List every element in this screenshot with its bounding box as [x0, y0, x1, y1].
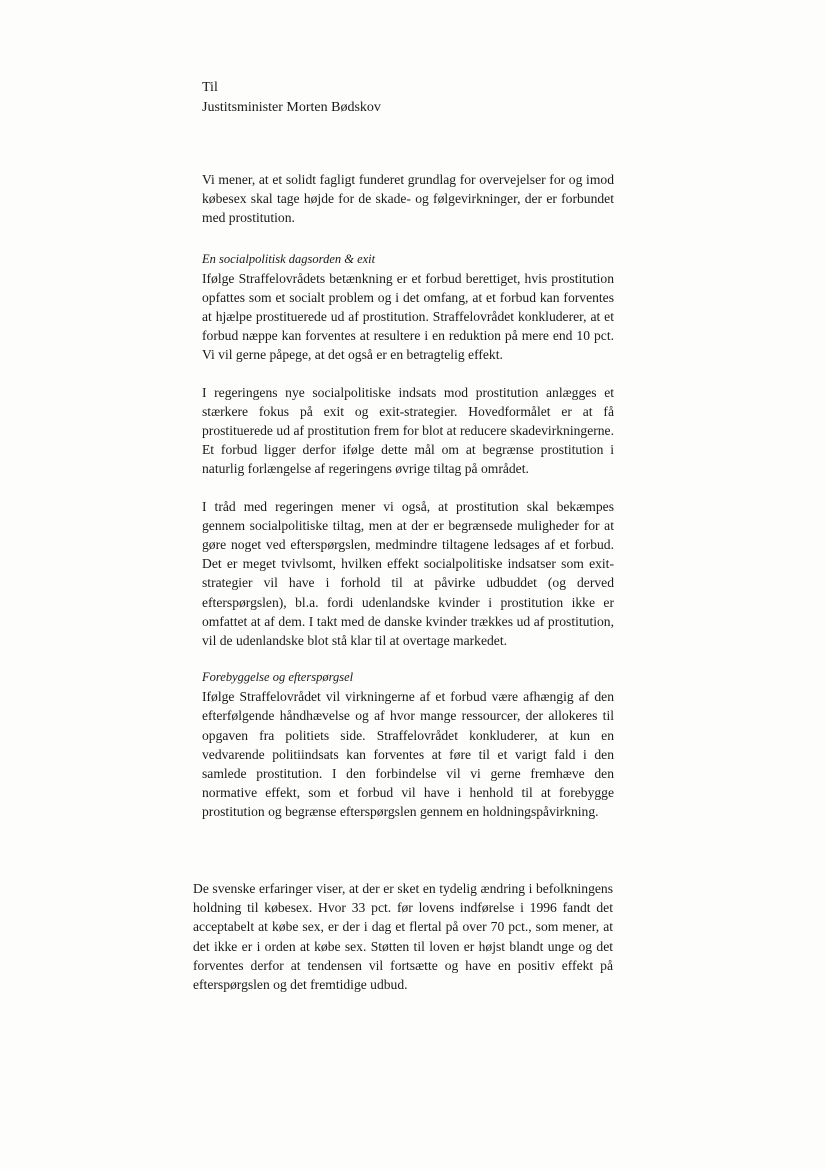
paragraph: I tråd med regeringen mener vi også, at prostitution skal bekæmpes gennem socialpolitiske tiltag, men at der er begrænsede muligheder for at gøre noget ved efterspørgslen, medmindre tiltagene ledsages af et forbud. Det er meget tvivlsomt, hvilken effekt socialpolitiske indsatser som exit-strategier vil have i forhold til at påvirke udbuddet (og derved efterspørgslen), bl.a. fordi udenlandske kvinder i prostitution ikke er omfattet at af dem. I takt med de danske kvinder trækkes ud af prostitution, vil de udenlandske blot stå klar til at overtage markedet.	[202, 498, 614, 649]
paragraph: Ifølge Straffelovrådet vil virkningerne af et forbud være afhængig af den efterfølgende håndhævelse og af hvor mange ressourcer, der allokeres til opgaven fra politiets side. Straffelovrådet konkluderer, at kun en vedvarende politiindsats kan forventes at føre til et varigt fald i den samlede prostitution. I den forbindelse vil vi gerne fremhæve den normative effekt, som et forbud vil have i henhold til at forebygge prostitution og begrænse efterspørgslen gennem en holdningspåvirkning.	[202, 689, 614, 820]
letter-body	[202, 170, 614, 840]
intro-paragraph: Vi mener, at et solidt fagligt funderet grundlag for overvejelser for og imod købesex skal tage højde for de skade- og følgevirkninger, der er forbundet med prostitution.	[202, 172, 614, 226]
section-heading-social-policy: En socialpolitisk dagsorden & exit	[202, 251, 376, 266]
recipient-address	[202, 78, 381, 118]
paragraph: I regeringens nye socialpolitiske indsats mod prostitution anlægges et stærkere fokus på exit og exit-strategier. Hovedformålet er at få prostituerede ud af prostitution frem for blot at reducere skadevirkningerne. Et forbud ligger derfor ifølge dette mål om at begrænse prostitution i naturlig forlængelse af regeringens øvrige tiltag på området.	[202, 384, 614, 477]
address-line-to: Til	[202, 80, 218, 95]
address-line-recipient: Justitsminister Morten Bødskov	[202, 100, 381, 115]
section-heading-prevention: Forebyggelse og efterspørgsel	[202, 670, 354, 685]
paragraph-swedish-experience: De svenske erfaringer viser, at der er sket en tydelig ændring i befolkningens holdning til købesex. Hvor 33 pct. før lovens indførelse i 1996 fandt det acceptabelt at købe sex, er der i dag et flertal på over 70 pct., som mener, at det ikke er i orden at købe sex. Støtten til loven er højst blandt unge og det forventes derfor at tendensen vil fortsætte og have en positiv effekt på efterspørgslen og det fremtidige udbud.	[193, 881, 613, 993]
paragraph: Ifølge Straffelovrådets betænkning er et forbud berettiget, hvis prostitution opfattes som et socialt problem og i det omfang, at et forbud kan forventes at hjælpe prostituerede ud af prostitution. Straffelovrådet konkluderer, at et forbud næppe kan forventes at resultere i en reduktion på mere end 10 pct. Vi vil gerne påpege, at det også er en betragtelig effekt.	[202, 270, 614, 363]
